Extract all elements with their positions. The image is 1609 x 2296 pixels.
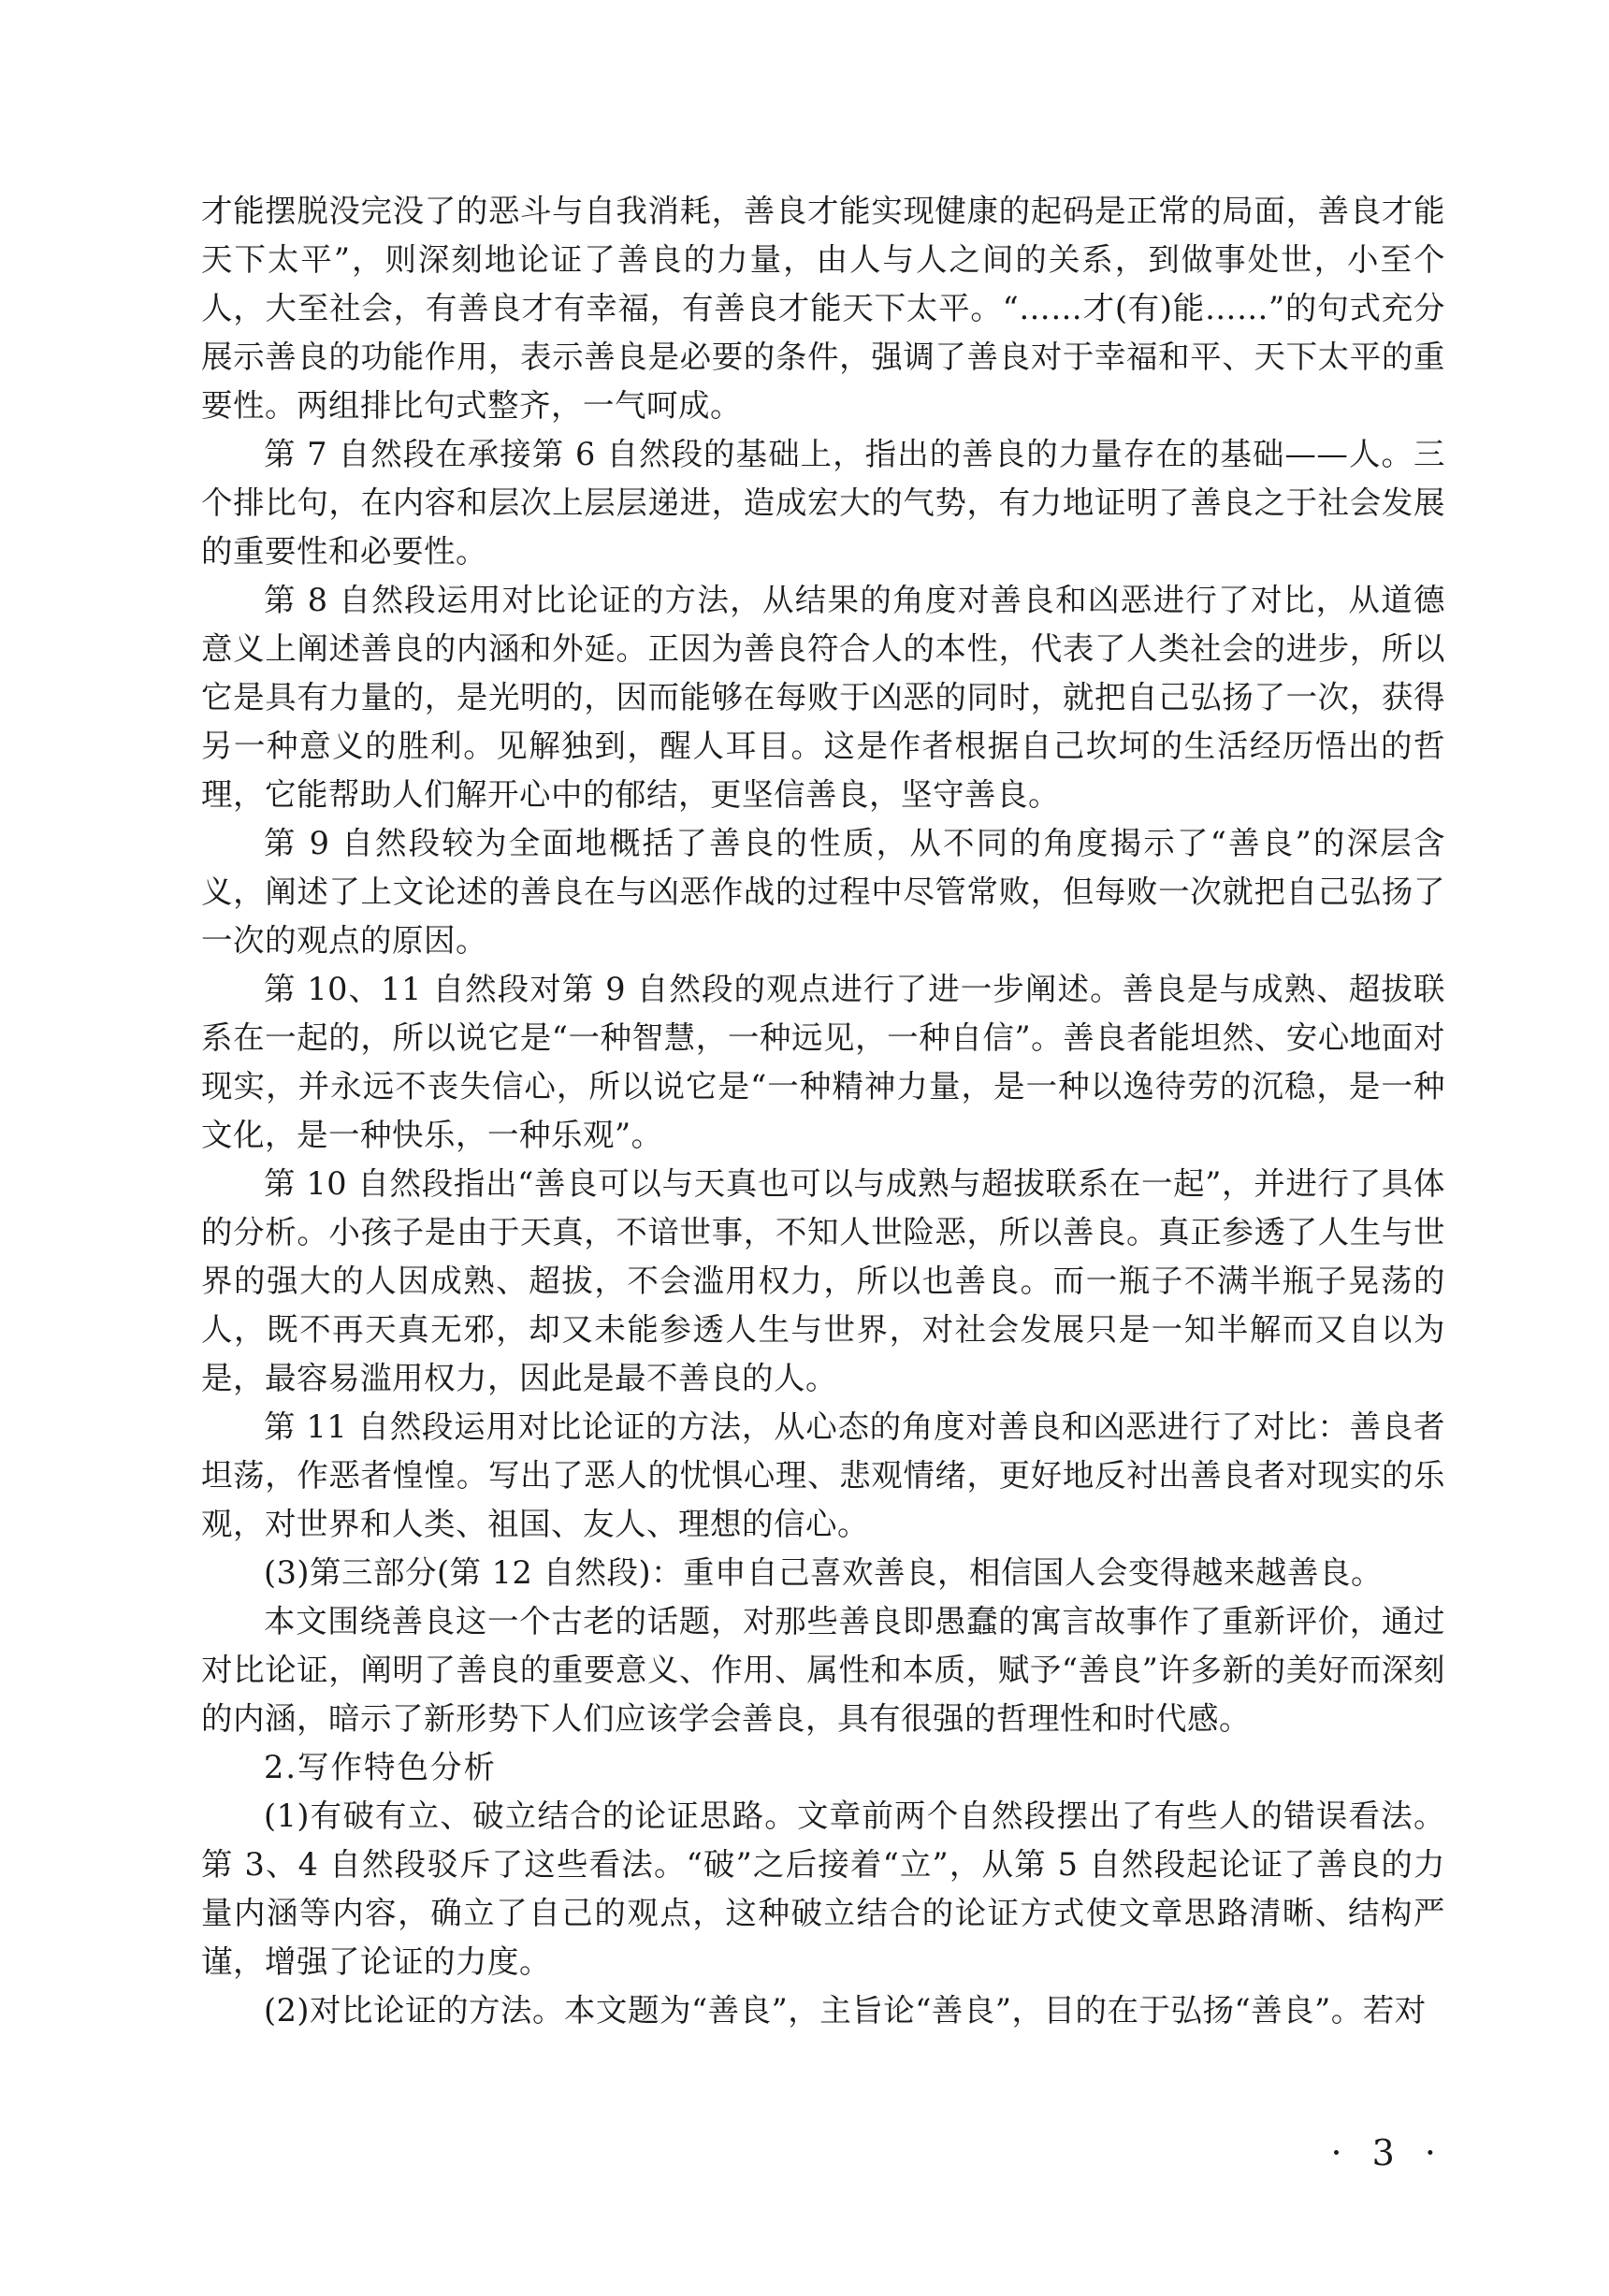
paragraph-7: 第 11 自然段运用对比论证的方法，从心态的角度对善良和凶恶进行了对比：善良者坦荡，作恶者惶惶。写出了恶人的忧惧心理、悲观情绪，更好地反衬出善良者对现实的乐观，对世界和人类、祖国、友人、理想的信心。 <box>201 1408 1445 1542</box>
paragraph-10: (1)有破有立、破立结合的论证思路。文章前两个自然段摆出了有些人的错误看法。第 3、4 自然段驳斥了这些看法。“破”之后接着“立”，从第 5 自然段起论证了善良的力量内涵等内容，确立了自己的观点，这种破立结合的论证方式使文章思路清晰、结构严谨，增强了论证的力度。 <box>201 1798 1445 1980</box>
paragraph-4: 第 9 自然段较为全面地概括了善良的性质，从不同的角度揭示了“善良”的深层含义，阐述了上文论述的善良在与凶恶作战的过程中尽管常败，但每败一次就把自己弘扬了一次的观点的原因。 <box>201 825 1445 959</box>
paragraph-1: 才能摆脱没完没了的恶斗与自我消耗，善良才能实现健康的起码是正常的局面，善良才能天下太平”，则深刻地论证了善良的力量，由人与人之间的关系，到做事处世，小至个人，大至社会，有善良才有幸福，有善良才能天下太平。“……才(有)能……”的句式充分展示善良的功能作用，表示善良是必要的条件，强调了善良对于幸福和平、天下太平的重要性。两组排比句式整齐，一气呵成。 <box>201 193 1445 424</box>
page-number: · 3 · <box>1330 2132 1445 2173</box>
paragraph-2: 第 7 自然段在承接第 6 自然段的基础上，指出的善良的力量存在的基础——人。三个排比句，在内容和层次上层层递进，造成宏大的气势，有力地证明了善良之于社会发展的重要性和必要性。 <box>201 436 1445 570</box>
paragraph-8: (3)第三部分(第 12 自然段)：重申自己喜欢善良，相信国人会变得越来越善良。 <box>264 1554 1384 1591</box>
paragraph-6: 第 10 自然段指出“善良可以与天真也可以与成熟与超拔联系在一起”，并进行了具体的分析。小孩子是由于天真，不谙世事，不知人世险恶，所以善良。真正参透了人生与世界的强大的人因成熟、超拔，不会滥用权力，所以也善良。而一瓶子不满半瓶子晃荡的人，既不再天真无邪，却又未能参透人生与世界，对社会发展只是一知半解而又自以为是，最容易滥用权力，因此是最不善良的人。 <box>201 1165 1445 1396</box>
section-heading: 2.写作特色分析 <box>264 1749 497 1785</box>
paragraph-9: 本文围绕善良这一个古老的话题，对那些善良即愚蠢的寓言故事作了重新评价，通过对比论证，阐明了善良的重要意义、作用、属性和本质，赋予“善良”许多新的美好而深刻的内涵，暗示了新形势下人们应该学会善良，具有很强的哲理性和时代感。 <box>201 1603 1445 1737</box>
paragraph-3: 第 8 自然段运用对比论证的方法，从结果的角度对善良和凶恶进行了对比，从道德意义上阐述善良的内涵和外延。正因为善良符合人的本性，代表了人类社会的进步，所以它是具有力量的，是光明的，因而能够在每败于凶恶的同时，就把自己弘扬了一次，获得另一种意义的胜利。见解独到，醒人耳目。这是作者根据自己坎坷的生活经历悟出的哲理，它能帮助人们解开心中的郁结，更坚信善良，坚守善良。 <box>201 582 1445 813</box>
paragraph-11: (2)对比论证的方法。本文题为“善良”，主旨论“善良”，目的在于弘扬“善良”。若对 <box>264 1992 1427 2029</box>
document-body <box>201 187 1445 2035</box>
paragraph-5: 第 10、11 自然段对第 9 自然段的观点进行了进一步阐述。善良是与成熟、超拔联系在一起的，所以说它是“一种智慧，一种远见，一种自信”。善良者能坦然、安心地面对现实，并永远不丧失信心，所以说它是“一种精神力量，是一种以逸待劳的沉稳，是一种文化，是一种快乐，一种乐观”。 <box>201 971 1445 1153</box>
